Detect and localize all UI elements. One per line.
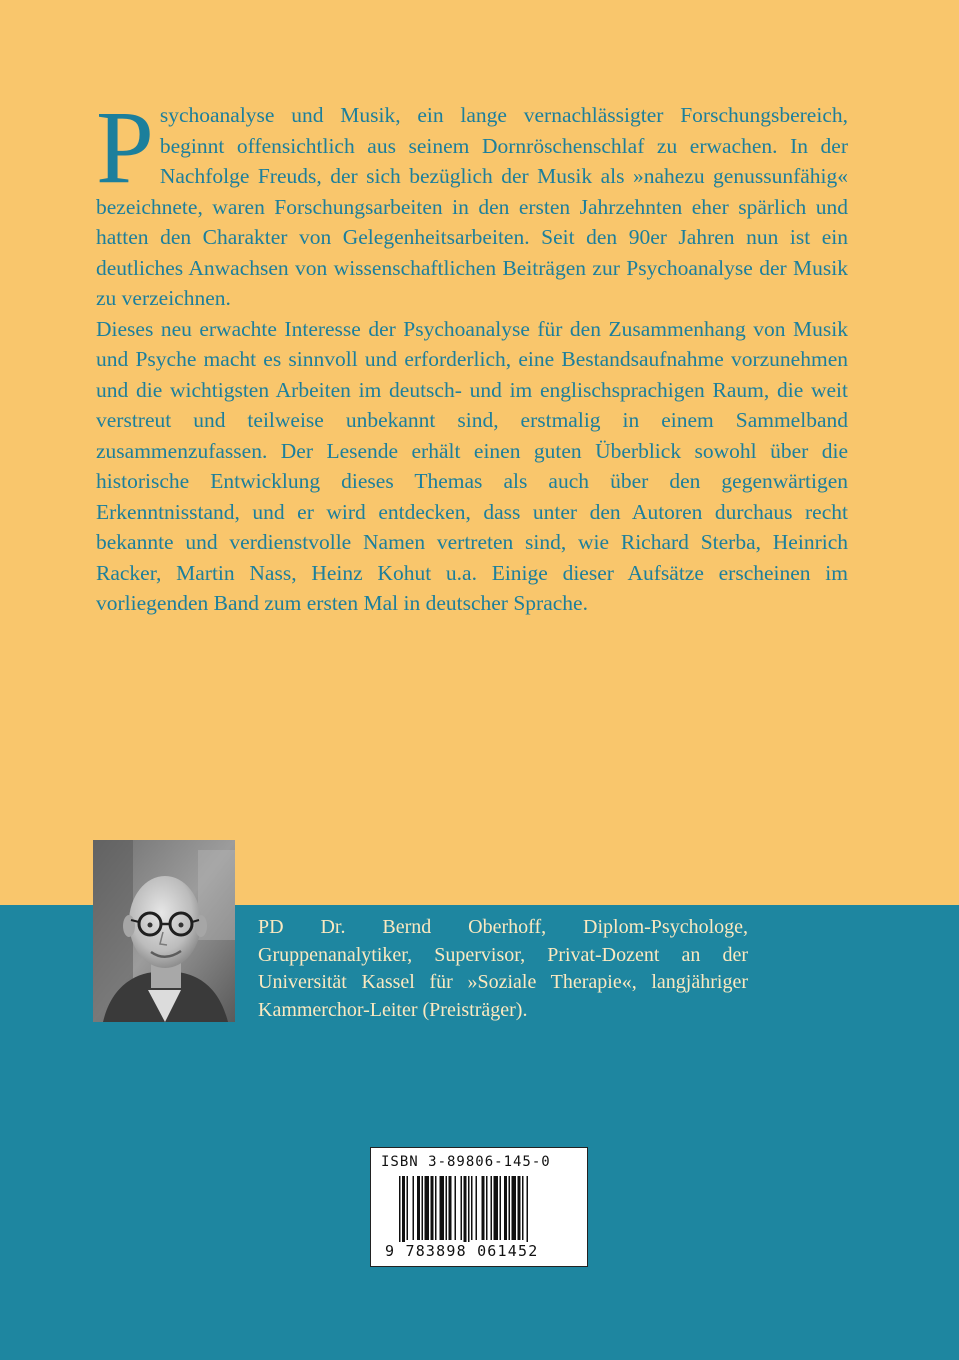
- barcode-bar: [440, 1176, 445, 1240]
- barcode-bars: [399, 1176, 575, 1252]
- barcode-bar: [464, 1176, 467, 1252]
- barcode-digits: 9 783898 061452: [385, 1242, 539, 1260]
- barcode-bar: [413, 1176, 415, 1240]
- barcode-bar: [471, 1176, 473, 1240]
- barcode-bar: [486, 1176, 488, 1240]
- barcode-bar: [422, 1176, 424, 1240]
- blurb-paragraph-2: Dieses neu erwachte Interesse der Psychoanalyse für den Zusammenhang von Musik und Psyche macht es sinnvoll und erforderlich, eine Bestandsaufnahme vorzunehmen und die wichtigsten Arbeiten im deutsch- und im englischsprachigen Raum, die weit verstreut und teilweise unbekannt sind, erstmalig in einem Sammelband zusammenzufassen. Der Lesende erhält einen guten Überblick sowohl über die historische Entwicklung dieses Themas als auch über den gegenwärtigen Erkenntnisstand, und er wird entdecken, dass unter den Autoren durchaus recht bekannte und verdienstvolle Namen vertreten sind, wie Richard Sterba, Heinrich Racker, Martin Nass, Heinz Kohut u.a. Einige dieser Aufsätze erscheinen im vorliegenden Band zum ersten Mal in deutscher Sprache.: [96, 316, 848, 615]
- barcode-bar: [468, 1176, 470, 1252]
- barcode-bar: [476, 1176, 478, 1240]
- barcode-bar: [527, 1176, 529, 1252]
- drop-cap: P: [96, 90, 154, 205]
- barcode-bar: [491, 1176, 493, 1240]
- barcode-bar: [509, 1176, 511, 1240]
- barcode-bar: [494, 1176, 499, 1240]
- barcode-bar: [435, 1176, 437, 1240]
- barcode-bar: [431, 1176, 434, 1240]
- barcode-bar: [402, 1176, 405, 1252]
- book-blurb: [96, 90, 848, 619]
- author-photo: [93, 840, 235, 1022]
- author-bio: PD Dr. Bernd Oberhoff, Diplom-Psychologe, Gruppenanalytiker, Supervisor, Privat-Dozent an der Universität Kassel für »Soziale Therapie«, langjähriger Kammerchor-Leiter (Preisträger).: [258, 916, 748, 1021]
- blurb-paragraph-1-text: sychoanalyse und Musik, ein lange vernachlässigter Forschungsbereich, beginnt offensichtlich aus seinem Dornröschenschlaf zu erwachen. In der Nachfolge Freuds, der sich bezüglich der Musik als »nahezu genussunfähig« bezeichnete, waren Forschungsarbeiten in den ersten Jahrzehnten eher spärlich und hatten den Charakter von Gelegenheitsarbeiten. Seit den 90er Jahren nun ist ein deutliches Anwachsen von wissenschaftlichen Beiträgen zur Psychoanalyse der Musik zu verzeichnen.: [96, 103, 848, 310]
- barcode-bar: [482, 1176, 485, 1240]
- barcode-bar: [522, 1176, 524, 1240]
- barcode-bar: [407, 1176, 409, 1240]
- blurb-paragraph-1: [96, 90, 848, 314]
- barcode-bar: [425, 1176, 430, 1240]
- barcode-bar: [504, 1176, 507, 1240]
- barcode-bar: [446, 1176, 448, 1240]
- isbn-barcode: [370, 1147, 588, 1267]
- barcode-bar: [417, 1176, 420, 1240]
- barcode-bar: [455, 1176, 457, 1240]
- barcode-bar: [449, 1176, 452, 1240]
- barcode-bar: [512, 1176, 517, 1240]
- barcode-bar: [461, 1176, 463, 1240]
- barcode-bar: [399, 1176, 401, 1252]
- isbn-label: ISBN 3-89806-145-0: [381, 1154, 551, 1170]
- barcode-bar: [500, 1176, 502, 1240]
- barcode-bar: [518, 1176, 521, 1240]
